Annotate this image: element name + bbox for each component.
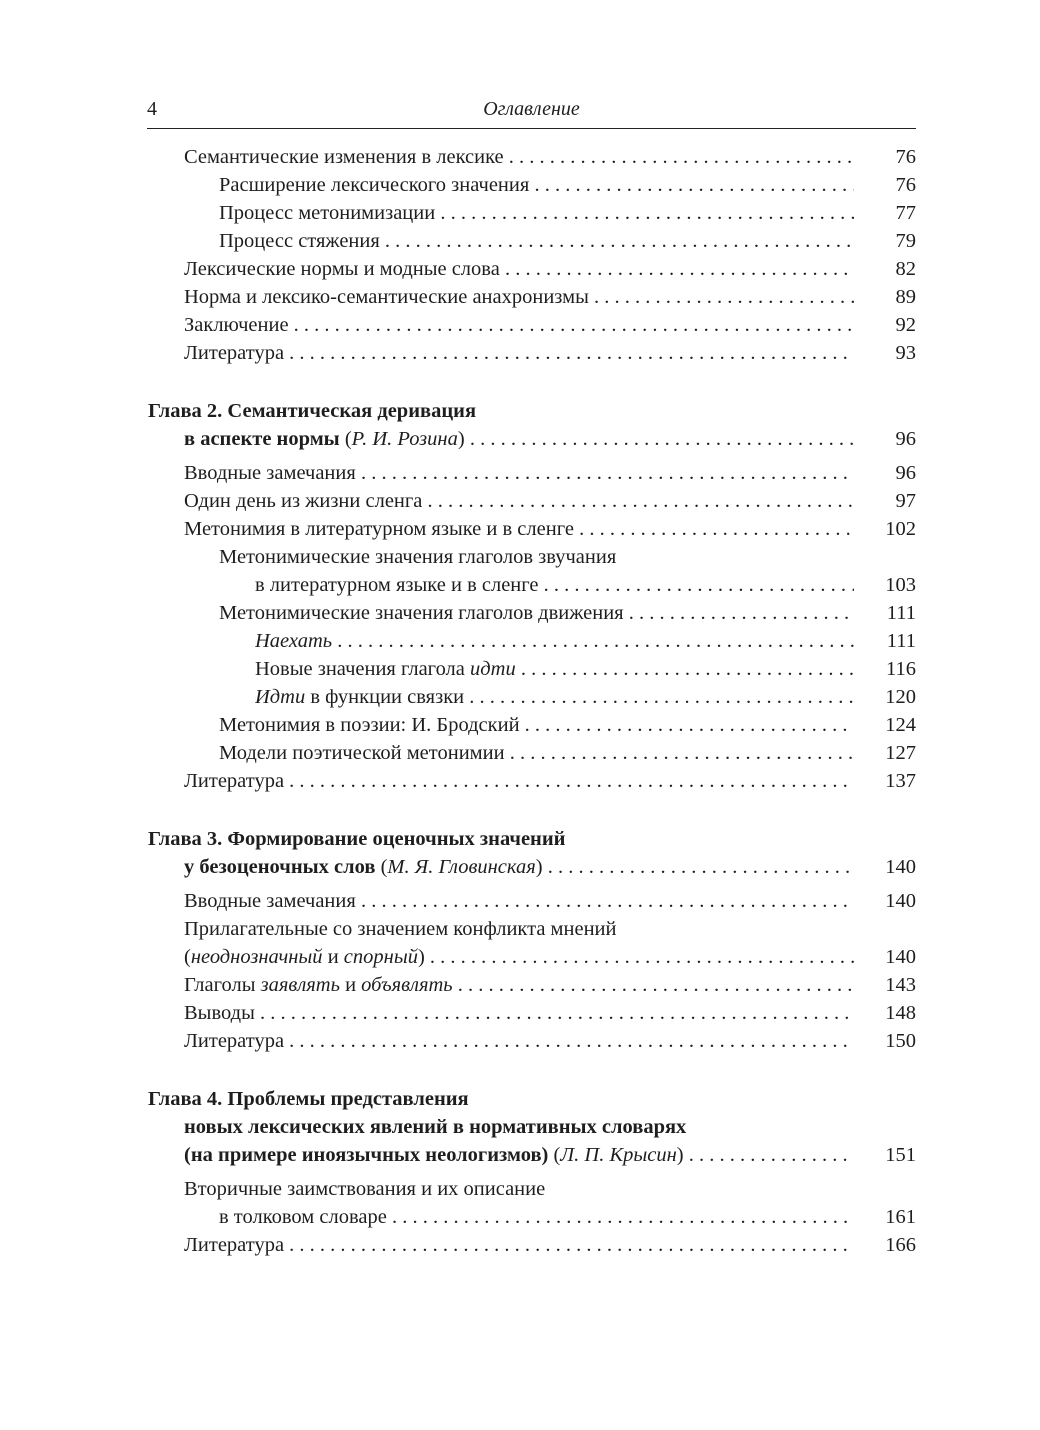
toc-entry-title: Прилагательные со значением конфликта мнений (184, 918, 617, 940)
toc-entry[interactable] (0, 683, 1040, 711)
chapter-title-cont: в аспекте нормы (Р. И. Розина) . . . (184, 425, 854, 453)
toc-entry-title: (неоднозначный и спорный) . . . (184, 943, 854, 971)
toc-entry-title: Семантические изменения в лексике . . . (184, 143, 854, 171)
toc-entry[interactable] (0, 515, 1040, 543)
toc-entry-title: Лексические нормы и модные слова . . . (184, 255, 854, 283)
chapter-title-cont: новых лексических явлений в нормативных словарях (184, 1116, 687, 1138)
toc-entry-page: 77 (862, 199, 916, 227)
toc-entry-title: в литературном языке и в сленге . . . (255, 571, 854, 599)
toc-entry-page: 150 (862, 1027, 916, 1055)
chapter-heading-cont[interactable] (0, 1113, 1040, 1141)
toc-entry-page: 82 (862, 255, 916, 283)
toc-entry[interactable] (0, 255, 1040, 283)
toc-entry-page: 151 (862, 1141, 916, 1169)
toc-entry-page: 120 (862, 683, 916, 711)
toc-entry-page: 161 (862, 1203, 916, 1231)
toc-entry-title: Вводные замечания . . . (184, 887, 854, 915)
toc-entry[interactable] (0, 143, 1040, 171)
toc-entry[interactable] (0, 971, 1040, 999)
chapter-heading-cont[interactable] (0, 853, 1040, 881)
toc-entry-page: 111 (862, 627, 916, 655)
toc-entry[interactable] (0, 487, 1040, 515)
chapter-heading[interactable] (0, 1085, 1040, 1113)
toc-entry-title: Глаголы заявлять и объявлять . . . (184, 971, 854, 999)
toc-entry-title: Метонимические значения глаголов звучания (219, 546, 617, 568)
toc-entry-title: Литература . . . (184, 339, 854, 367)
chapter-title-cont: у безоценочных слов (М. Я. Гловинская) . . . (184, 853, 854, 881)
toc-entry-page: 102 (862, 515, 916, 543)
toc-entry[interactable] (0, 627, 1040, 655)
toc-entry-page: 111 (862, 599, 916, 627)
running-header (147, 98, 916, 129)
toc-entry-page: 89 (862, 283, 916, 311)
toc-entry-title: Литература . . . (184, 767, 854, 795)
toc-entry-page: 140 (862, 943, 916, 971)
toc-entry[interactable] (0, 599, 1040, 627)
toc-entry-title: Вводные замечания . . . (184, 459, 854, 487)
toc-entry-title: Новые значения глагола идти . . . (255, 655, 854, 683)
toc-entry-page: 96 (862, 425, 916, 453)
toc-entry-title: Метонимические значения глаголов движения . . . (219, 599, 854, 627)
chapter-title: Глава 2. Семантическая деривация (148, 400, 477, 422)
toc-entry[interactable] (0, 915, 1040, 943)
toc-entry[interactable] (0, 227, 1040, 255)
toc-entry-page: 79 (862, 227, 916, 255)
toc-entry-title: Выводы . . . (184, 999, 854, 1027)
toc-entry-page: 137 (862, 767, 916, 795)
chapter-author: Р. И. Розина (351, 428, 458, 450)
toc-entry-page: 76 (862, 171, 916, 199)
toc-entry-title: Процесс метонимизации . . . (219, 199, 854, 227)
toc-entry-page: 97 (862, 487, 916, 515)
chapter-heading-cont[interactable] (0, 425, 1040, 453)
chapter-author: М. Я. Гловинская (387, 856, 536, 878)
toc-entry[interactable] (0, 339, 1040, 367)
toc-entry[interactable] (0, 943, 1040, 971)
toc-entry[interactable] (0, 543, 1040, 571)
toc-entry-title: Литература . . . (184, 1027, 854, 1055)
toc-entry-title: Метонимия в поэзии: И. Бродский . . . (219, 711, 854, 739)
chapter-heading[interactable] (0, 825, 1040, 853)
toc-entry-page: 96 (862, 459, 916, 487)
toc-entry[interactable] (0, 1027, 1040, 1055)
toc-entry-title: Один день из жизни сленга . . . (184, 487, 854, 515)
toc-entry[interactable] (0, 459, 1040, 487)
toc-entry-title: Метонимия в литературном языке и в сленге . . . (184, 515, 854, 543)
toc-entry-page: 116 (862, 655, 916, 683)
toc-entry[interactable] (0, 311, 1040, 339)
toc-entry-title: Наехать . . . (255, 627, 854, 655)
toc-entry-title: Заключение . . . (184, 311, 854, 339)
chapter-author: Л. П. Крысин (560, 1144, 677, 1166)
toc-entry-page: 127 (862, 739, 916, 767)
toc-entry[interactable] (0, 1175, 1040, 1203)
toc-entry-title: Процесс стяжения . . . (219, 227, 854, 255)
toc-entry-page: 92 (862, 311, 916, 339)
toc-entry[interactable] (0, 571, 1040, 599)
toc-entry-title: Расширение лексического значения . . . (219, 171, 854, 199)
page-number: 4 (147, 98, 157, 120)
toc-entry[interactable] (0, 711, 1040, 739)
toc-entry-title: Модели поэтической метонимии . . . (219, 739, 854, 767)
toc-entry[interactable] (0, 199, 1040, 227)
header-title: Оглавление (483, 98, 580, 120)
toc-entry-page: 124 (862, 711, 916, 739)
toc-entry[interactable] (0, 739, 1040, 767)
toc-entry-page: 93 (862, 339, 916, 367)
toc-entry-title: Вторичные заимствования и их описание (184, 1178, 546, 1200)
toc-entry-page: 148 (862, 999, 916, 1027)
toc-entry[interactable] (0, 283, 1040, 311)
toc-entry[interactable] (0, 1203, 1040, 1231)
toc-entry-title: Идти в функции связки . . . (255, 683, 854, 711)
toc-entry[interactable] (0, 655, 1040, 683)
toc-entry[interactable] (0, 887, 1040, 915)
chapter-title: Глава 3. Формирование оценочных значений (148, 828, 566, 850)
toc-entry-title: Норма и лексико-семантические анахронизмы . . . (184, 283, 854, 311)
toc-entry[interactable] (0, 171, 1040, 199)
chapter-title: Глава 4. Проблемы представления (148, 1088, 469, 1110)
toc-entry-page: 140 (862, 887, 916, 915)
toc-entry-title: Литература . . . (184, 1231, 854, 1259)
toc-entry-page: 166 (862, 1231, 916, 1259)
toc-entry[interactable] (0, 999, 1040, 1027)
toc-entry-page: 143 (862, 971, 916, 999)
toc-entry-title: в толковом словаре . . . (219, 1203, 854, 1231)
chapter-heading[interactable] (0, 397, 1040, 425)
toc-entry[interactable] (0, 767, 1040, 795)
toc-entry-page: 103 (862, 571, 916, 599)
toc-entry-page: 76 (862, 143, 916, 171)
toc-entry[interactable] (0, 1231, 1040, 1259)
toc-entry-page: 140 (862, 853, 916, 881)
chapter-title-cont: (на примере иноязычных неологизмов) (Л. П. Крысин) . . . (184, 1141, 854, 1169)
chapter-heading-cont[interactable] (0, 1141, 1040, 1169)
